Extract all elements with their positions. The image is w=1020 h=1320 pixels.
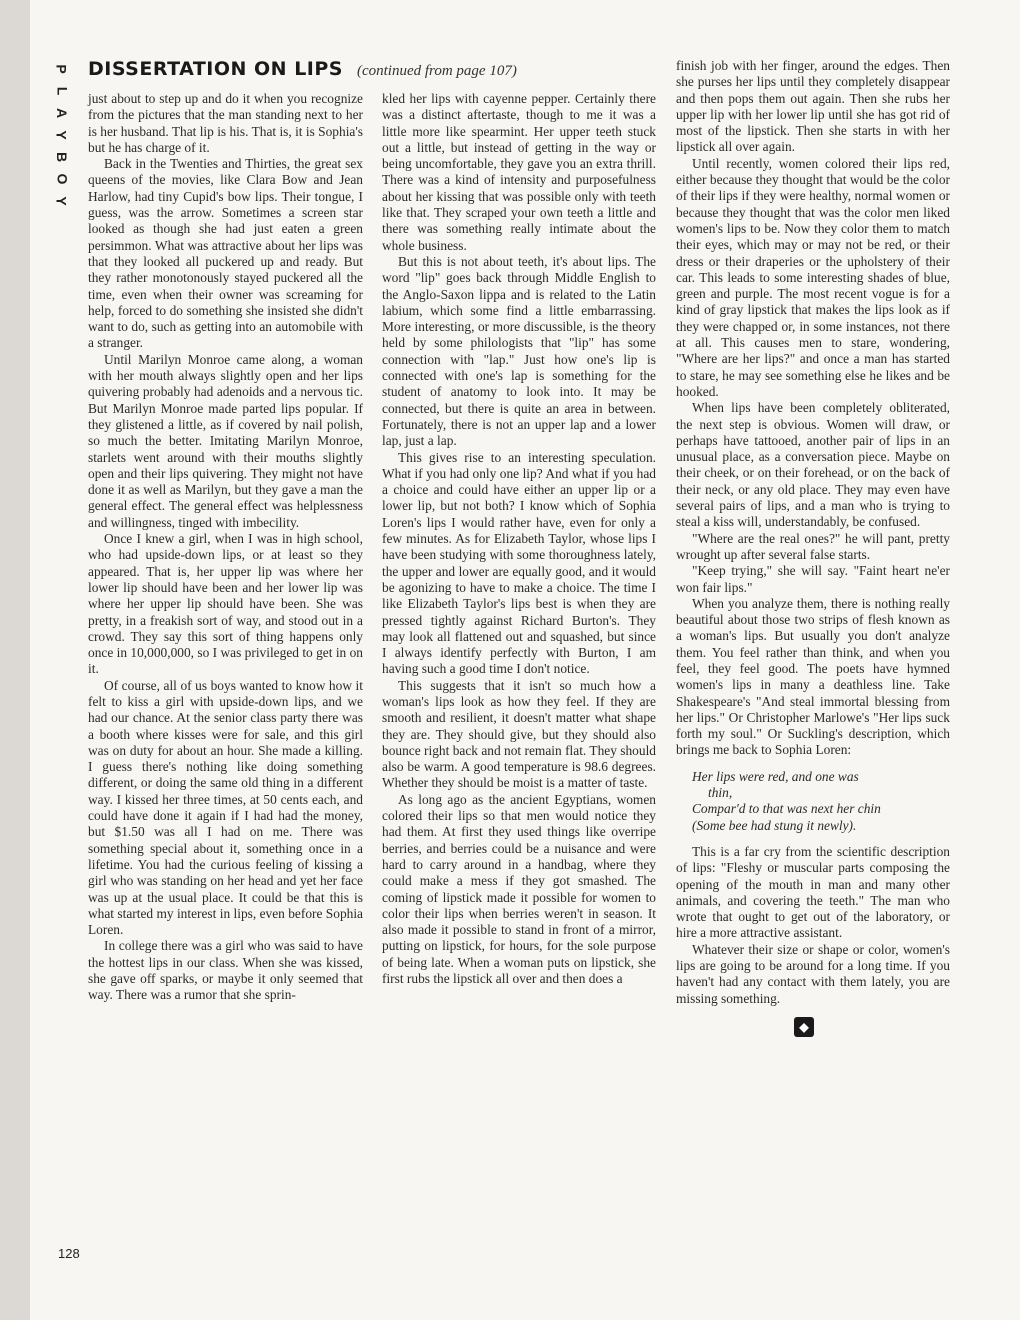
poem-quote bbox=[692, 769, 950, 834]
paragraph: This gives rise to an interesting speculation. What if you had only one lip? And what if you had a choice and could have either an upper lip or a lower lip, but not both? I know which of Sophia Loren's lips I would rather have, even for only a few minutes. As for Elizabeth Taylor, whose lips I have been studying with some thoroughness lately, the upper and lower are equally good, and it would be agonizing to have to make a choice. The time I like Elizabeth Taylor's lips best is when they are pressed tightly against Richard Burton's. They may look all flattened out and squashed, but since I always identify perfectly with Burton, I am having such a good time I don't notice. bbox=[382, 449, 656, 677]
poem-line: thin, bbox=[708, 785, 733, 801]
magazine-vertical-logo: P L A Y B O Y bbox=[53, 64, 70, 206]
paragraph: "Keep trying," she will say. "Faint heart ne'er won fair lips." bbox=[676, 563, 950, 595]
paragraph: This is a far cry from the scientific description of lips: "Fleshy or muscular parts composing the opening of the mouth in man and many other animals, and covering the teeth." The man who wrote that ought to get out of the laboratory, or hire a more attractive assistant. bbox=[676, 843, 950, 941]
column-3 bbox=[676, 58, 950, 1037]
paragraph: When you analyze them, there is nothing really beautiful about those two strips of flesh known as a woman's lips. But usually you don't analyze them. You feel rather than think, and when you feel, they feel good. The poets have hymned women's lips in many a deathless line. Take Shakespeare's "And steal immortal blessing from her lips." Or Christopher Marlowe's "Her lips suck forth my soul." Or Suckling's description, which brings me back to Sophia Loren: bbox=[676, 595, 950, 758]
continued-note: (continued from page 107) bbox=[356, 63, 517, 79]
poem-line: Compar'd to that was next her chin bbox=[692, 801, 881, 817]
article-header bbox=[88, 58, 517, 80]
poem-line: Her lips were red, and one was bbox=[692, 768, 859, 784]
paragraph: just about to step up and do it when you recognize from the pictures that the man standing next to her is her husband. That lip is his. That is, it is Sophia's but he has charge of it. bbox=[88, 91, 363, 155]
article-title: DISSERTATION ON LIPS bbox=[88, 58, 343, 80]
paragraph: Whatever their size or shape or color, women's lips are going to be around for a long time. If you haven't had any contact with them lately, you are missing something. bbox=[676, 941, 950, 1006]
paragraph: Of course, all of us boys wanted to know how it felt to kiss a girl with upside-down lips, and we had our chance. At the senior class party there was a booth where kisses were for sale, and this girl was on duty for about an hour. She made a killing. I guess there's nothing like doing something different, or doing the same old thing in a different way. I kissed her three times, at 50 cents each, and could have done it again if I had had the money, but $1.50 was all I had on me. There was something special about it, something once in a lifetime. You had the curious feeling of kissing a girl who was standing on her head and yet her face was up at the usual place. It could be that this is what started my interest in lips, even before Sophia Loren. bbox=[88, 677, 363, 938]
page-number: 128 bbox=[58, 1246, 80, 1261]
poem-line: (Some bee had stung it newly). bbox=[692, 817, 857, 833]
scan-edge bbox=[0, 0, 30, 1320]
rabbit-head-icon: ◆ bbox=[794, 1017, 814, 1037]
paragraph: When lips have been completely obliterated, the next step is obvious. Women will draw, or perhaps have tattooed, another pair of lips in an unusual place, as a conversation piece. Maybe on their cheek, or on their forehead, or on the back of their neck, or any old place. They may even have several pairs of lips, and a man who is trying to steal a kiss will, understandably, be confused. bbox=[676, 400, 950, 530]
paragraph: This suggests that it isn't so much how a woman's lips look as how they feel. If they are smooth and resilient, it doesn't matter what shape they are. They should give, but they should also bounce right back and not remain flat. They should also be warm. A good temperature is 98.6 degrees. Whether they should be moist is a matter of taste. bbox=[382, 677, 656, 791]
column-1 bbox=[88, 91, 363, 1004]
paragraph: In college there was a girl who was said to have the hottest lips in our class. When she was kissed, she gave off sparks, or maybe it only seemed that way. There was a rumor that she sprin- bbox=[88, 938, 363, 1003]
paragraph: kled her lips with cayenne pepper. Certainly there was a distinct aftertaste, though to me it was a little more like spearmint. Her upper teeth stuck out a little, but instead of getting in the way or being uncomfortable, they gave you an extra thrill. There was a kind of intensity and purposefulness about her kissing that was possible only with teeth like that. They scraped your own teeth a little and there was something really intimate about the whole business. bbox=[382, 91, 656, 253]
paragraph: Until recently, women colored their lips red, either because they thought that would be the color of their lips if they were healthy, normal women or because they thought that was the color men liked women's lips to be. Now they color them to match their eyes, which may or may not be red, or their dress or their draperies or the upholstery of their car. This leads to some interesting shades of blue, green and purple. The most recent vogue is for a kind of gray lipstick that makes the lips look as if they were chapped or, in some instances, not there at all. This causes men to stare, wondering, "Where are her lips?" and once a man has started to stare, he may see something else he likes and be hooked. bbox=[676, 155, 950, 399]
paragraph: finish job with her finger, around the edges. Then she purses her lips until they completely disappear and then pops them out again. Then she rubs her upper lip with her lower lip until she has got rid of most of the lipstick. Then she starts in with her lipstick all over again. bbox=[676, 58, 950, 155]
column-2 bbox=[382, 91, 656, 987]
paragraph: Once I knew a girl, when I was in high school, who had upside-down lips, or at least so they appeared. That is, her upper lip was where her lower lip should have been and her lower lip was where her upper lip should have been. She was pretty, in a freakish sort of way, and stood out in a crowd. They say this sort of thing happens only once in 10,000,000, so I was privileged to get in on it. bbox=[88, 531, 363, 677]
paragraph: "Where are the real ones?" he will pant, pretty wrought up after several false starts. bbox=[676, 530, 950, 562]
paragraph: As long ago as the ancient Egyptians, women colored their lips so that men would notice they had them. At first they used things like overripe berries, and berries could be a nuisance and were hard to carry around in a handbag, where they could make a mess if they got smashed. The coming of lipstick made it possible for women to color their lips when berries weren't in season. It also made it possible to stand in front of a mirror, putting on lipstick, for hours, for the sole purpose of being late. When a woman puts on lipstick, she first rubs the lipstick all over and then does a bbox=[382, 791, 656, 987]
paragraph: But this is not about teeth, it's about lips. The word "lip" goes back through Middle English to the Anglo-Saxon lippa and is related to the Latin labium, which some find a little embarrassing. More interesting, or more discussible, is the theory held by some philologists that "lip" has some connection with "lap." Just how one's lip is connected with one's lap is something for the student of anatomy to look into. It may be connected, but there is quite an area in between. Fortunately, there is not an upper lap and a lower lap, just a lap. bbox=[382, 253, 656, 449]
paragraph: Until Marilyn Monroe came along, a woman with her mouth always slightly open and her lips quivering probably had adenoids and a nervous tic. But Marilyn Monroe made parted lips popular. If they glistened a little, as if covered by nail polish, so much the better. Imitating Marilyn Monroe, starlets went around with their mouths slightly open and their lips quivering. They might not have done it as well as Marilyn, but they gave a man the general effect. The general effect was helplessness and willingness, tinged with imbecility. bbox=[88, 351, 363, 530]
paragraph: Back in the Twenties and Thirties, the great sex queens of the movies, like Clara Bow and Jean Harlow, had tiny Cupid's bow lips. Their tongue, I guess, was the arrow. Sometimes a screen star looked as though she had just eaten a green persimmon. What was attractive about her lips was that they looked all puckered up and ready. But they rather monotonously stayed puckered all the time, even when their owner was screaming for help, forced to do something she insisted she didn't want to do, such as getting into an automobile with a stranger. bbox=[88, 156, 363, 351]
